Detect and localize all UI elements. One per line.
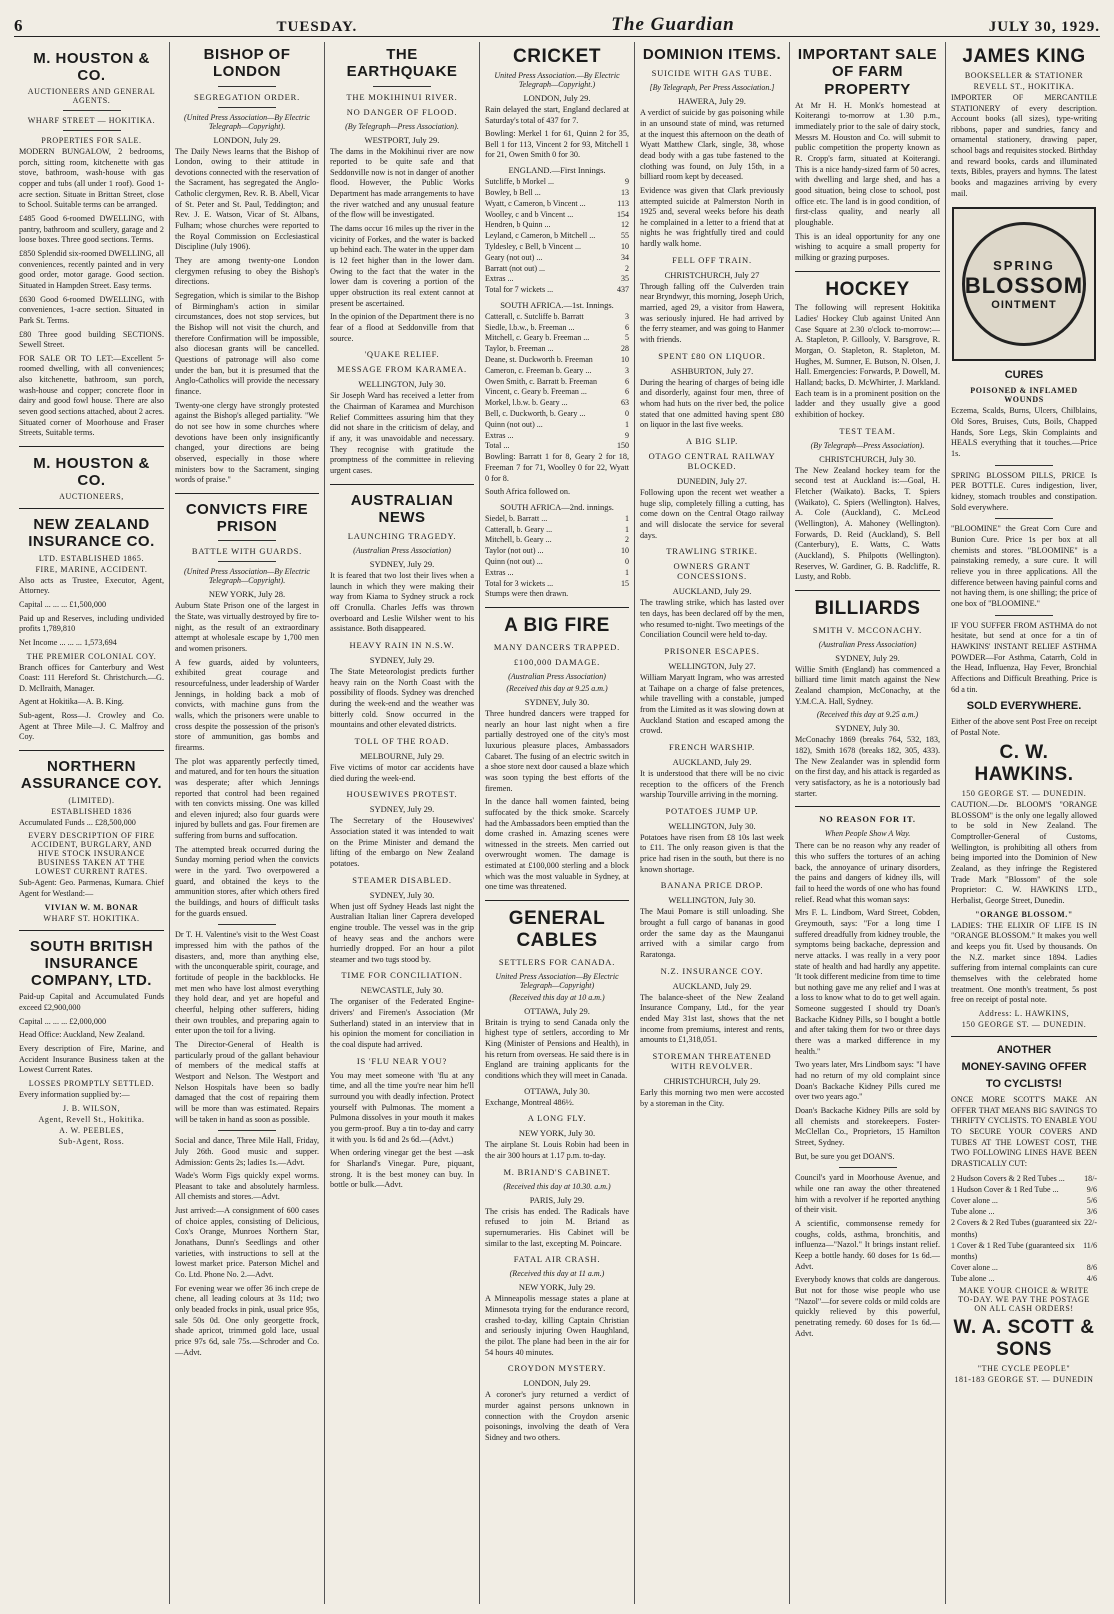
houston-title: M. HOUSTON & CO. xyxy=(33,50,150,84)
james-king-title: JAMES KING xyxy=(962,46,1086,67)
batsman-row: Bowley, b Bell ... 13 xyxy=(485,187,629,197)
northern-desc: EVERY DESCRIPTION OF FIRE ACCIDENT, BURGLARY, AND HIVE STOCK INSURANCE BUSINESS TAKEN AT THE LOWEST CURRENT RATES. xyxy=(28,831,155,877)
article-paragraph: Auburn State Prison one of the largest in the State, was virtually destroyed by fire to-night, as the result of an extraordinary attempt at wholesale escape by 1,700 men and women prisoners. xyxy=(175,601,319,653)
batsman-row: Bell, c. Duckworth, b. Geary ... 0 xyxy=(485,409,629,419)
advert-paragraph: You may meet someone with 'flu at any time, and all the time you're near him he'll surround you with deadly infection. Protect yourself with Pulmonas. The moment a Pulmona dissolves in your mouth it makes you germ-proof. Buy a tin to-day and carry it with you. Is 6d and 2s 6d.—(Advt.) xyxy=(330,1070,474,1144)
dateline: LONDON, July 29. xyxy=(213,134,281,145)
nz-trustee: Also acts as Trustee, Executor, Agent, Attorney. xyxy=(19,575,164,596)
subhead: BANANA PRICE DROP. xyxy=(660,880,764,891)
article-paragraph: The crisis has ended. The Radicals have refused to join M. Briand as supernumeraries. His Cabinet will be similar to the last, excepting M. Poincare. xyxy=(485,1206,629,1248)
nz-capital: Capital ... ... ... £1,500,000 xyxy=(19,599,107,609)
offer-row: Cover alone ... 8/6 xyxy=(951,1263,1097,1273)
sb-wilson: J. B. WILSON, xyxy=(62,1103,121,1113)
subhead: OTAGO CENTRAL RAILWAY BLOCKED. xyxy=(648,451,776,471)
batsman-row: Leyland, c Cameron, b Mitchell ... 55 xyxy=(485,231,629,241)
received-line: (Received this day at 10.30. a.m.) xyxy=(503,1181,611,1191)
batsman-row: Siedle, l.b.w., b. Freeman ... 6 xyxy=(485,322,629,332)
column-5 xyxy=(635,42,790,1604)
scorecard-total: Total for 7 wickets ... 437 xyxy=(485,285,629,295)
northern-title: NORTHERN ASSURANCE COY. xyxy=(20,758,163,793)
dateline: NEW YORK, July 30. xyxy=(518,1128,596,1139)
subhead: IS 'FLU NEAR YOU? xyxy=(356,1055,448,1066)
orange-blossom-address-2: 150 GEORGE ST. — DUNEDIN. xyxy=(961,1019,1087,1029)
article-paragraph: When just off Sydney Heads last night the Australian Italian liner Caprera developed engine trouble. The vessel was in the grip of heavy seas and the anchors were hurriedly dropped. For an hour a pilot steamer and two tugs stood by. xyxy=(330,901,474,964)
subhead: TOLL OF THE ROAD. xyxy=(354,735,450,746)
article-paragraph: A few guards, aided by volunteers, exhibited great courage and resourcefulness, under leadership of Warder Jennings, in holding back a mob of convicts, with machine guns from the walls, which the prisoners were unable to cross despite the possession of the prison's store of ammunition, gas bombs and firearms. xyxy=(175,657,320,752)
article-paragraph: This is an ideal opportunity for any one wishing to acquire a small property for milking or grazing purposes. xyxy=(795,231,940,262)
article-paragraph: Following upon the recent wet weather a huge slip, completely filling a cutting, has come down on the Central Otago railway and will dislocate the service for several days. xyxy=(640,488,784,540)
article-paragraph: During the hearing of charges of being idle and disorderly, against four men, three of whom had huts on the river bed, the police stated that one admitted having spent £80 on liquor in the last five weeks. xyxy=(640,377,784,430)
batsman-row: Siedel, b. Barratt ... 1 xyxy=(485,513,629,523)
advert-paragraph: But, be sure you get DOAN'S. xyxy=(795,1151,895,1161)
dateline: WESTPORT, July 29. xyxy=(364,134,440,145)
advert-paragraph: "BLOOMINE" the Great Corn Cure and Bunion Cure. Price 1s per box at all chemists and stores. "BLOOMINE" is a painstaking remedy, a sure cure. It will relieve you in three applications. All the difference between having painful corns and not having them, is one shilling; the price of one box of "BLOOMINE." xyxy=(951,524,1097,608)
article-paragraph: The Maui Pomare is still unloading. She brought a full cargo of bananas in good order the same day as the Maunganui arrived with a similar cargo from Raratonga. xyxy=(640,907,784,960)
article-paragraph: The plot was apparently perfectly timed, and matured, and for ten hours the situation was desperate; after which Jennings reported that control had been regained with ten convicts missing. One was killed and eleven injured; also four guards were injured by bullets and gas. Four firemen are suffering from burns and suffocation. xyxy=(175,756,319,841)
dateline: AUCKLAND, July 29. xyxy=(672,756,752,767)
advert-paragraph: SPRING BLOSSOM PILLS, PRICE Is PER BOTTLE. Cures indigestion, liver, kidney, stomach troubles and constipation. Sold everywhere. xyxy=(951,470,1097,512)
subhead: SETTLERS FOR CANADA. xyxy=(498,956,616,967)
article-paragraph: William Maryatt Ingram, who was arrested at Taihape on a charge of false pretences, while travelling with a constable, jumped from the Limited as it was slowing down at Auckland Station and escaped among the crowd. xyxy=(640,672,784,736)
received-line: (Received this day at 11 a.m.) xyxy=(509,1269,605,1279)
northern-funds: Accumulated Funds ... £28,500,000 xyxy=(19,817,136,827)
advert-paragraph: Wade's Worm Figs quickly expel worms. Pleasant to take and absolutely harmless. All chemists and stores.—Advt. xyxy=(175,1171,319,1202)
headline: AUSTRALIAN NEWS xyxy=(350,491,454,526)
advert-paragraph: Social and dance, Three Mile Hall, Friday, July 26th. Good music and supper. Admission: Gents 2s; ladies 1s.—Advt. xyxy=(175,1136,319,1167)
batsman-row: Quinn (not out) ... 1 xyxy=(485,419,629,429)
subhead: STOREMAN THREATENED WITH REVOLVER. xyxy=(652,1051,772,1071)
offer-row: 1 Hudson Cover & 1 Red Tube ... 9/6 xyxy=(951,1184,1097,1194)
article-paragraph: The airplane St. Louis Robin had been in the air 300 hours at 1.17 p.m. to-day. xyxy=(485,1140,629,1161)
nz-subagent: Sub-agent, Ross—J. Crowley and Co. Agent at Three Mile—J. C. Malfroy and Coy. xyxy=(19,711,164,742)
headline: HOCKEY xyxy=(825,278,910,300)
badge-bottom: OINTMENT xyxy=(991,298,1057,311)
advert-paragraph: ONCE MORE SCOTT'S MAKE AN OFFER THAT MEANS BIG SAVINGS TO THRIFTY CYCLISTS. TO ENABLE YOU TO SECURE YOUR COVERS AND TUBES AT THE LOWEST COST, THE TWO FOLLOWING LINES HAVE BEEN DRASTICALLY CUT: xyxy=(951,1094,1097,1168)
batsman-row: Deane, st. Duckworth b. Freeman 10 xyxy=(485,355,629,365)
subhead: LAUNCHING TRAGEDY. xyxy=(347,531,457,542)
property-listing: FOR SALE OR TO LET:—Excellent 5-roomed dwelling, with all conveniences; also kitchenette, bathroom, sun porch, wash-house and copper; concrete floor in dairy and good fowl house. There are also seven good sections attached, about 2 acres. Situated corner of Moorhouse and Fraser Streets, Suitable terms. xyxy=(19,353,164,438)
article-paragraph: A Minneapolis message states a plane at Minnesota trying for the endurance record, crashed to-day, killing Captain Christian and seriously injuring Owen Haughland, the pilot. The plane had been in the air for 54 hours 40 minutes. xyxy=(485,1294,629,1357)
batsman-row: Extras ... 1 xyxy=(485,567,629,577)
sb-losses: LOSSES PROMPTLY SETTLED. xyxy=(28,1078,155,1088)
subhead: SPENT £80 ON LIQUOR. xyxy=(658,350,766,361)
credit-line: (United Press Association—By Electric Telegraph—Copyright). xyxy=(184,567,310,586)
batsman-row: Extras ... 9 xyxy=(485,430,629,440)
subhead: MANY DANCERS TRAPPED. xyxy=(493,641,621,652)
spring-blossom-ointment-logo xyxy=(952,207,1096,361)
article-paragraph: Bowling: Merkel 1 for 61, Quinn 2 for 35, Bell 1 for 113, Vincent 2 for 93, Mitchell 1 for 21, Owen Smith 0 for 30. xyxy=(485,129,629,160)
scorecard-england xyxy=(485,177,629,285)
advert-paragraph: Mrs F. L. Lindbom, Ward Street, Cobden, Greymouth, says: "For a long time I suffered dreadfully from kidney trouble, the symptoms being backache, depression and nerve attacks. I was really in a very poor state of health and had hardly any appetite. 'It took different medicine from time to time but nothing gave me any relief and I was at a loss to know what to do to get well again. Someone suggested I should try Doan's Backache Kidney Pills, so I bought a bottle and after taking them for two or three days there was a marked difference in my health." xyxy=(795,908,940,1056)
dateline: SYDNEY, July 30. xyxy=(835,723,900,734)
advert-paragraph: Two years later, Mrs Lindbom says: "I have had no return of my old complaint since Doan's Backache Kidney Pills cured me over two years ago." xyxy=(795,1060,940,1102)
dateline: SYDNEY, July 29. xyxy=(369,655,435,665)
received-line: (Received this day at 9.25 a.m.) xyxy=(816,710,919,720)
article-paragraph: The trawling strike, which has lasted over ten days, has been declared off by the men, who resumed to-night. Two meetings of the Conciliation Council were held to-day. xyxy=(640,598,784,640)
masthead xyxy=(14,14,1100,37)
another: ANOTHER xyxy=(996,1043,1052,1056)
batsman-row: Wyatt, c Cameron, b Vincent ... 113 xyxy=(485,198,629,208)
advert-paragraph: Eczema, Scalds, Burns, Ulcers, Chilblains, Old Sores, Bruises, Cuts, Boils, Chapped Hands, Sore Legs, Skin Complaints and HEALS everything that it touches.—Price 1s. xyxy=(951,406,1097,459)
advert-paragraph: CAUTION.—Dr. BLOOM'S "ORANGE BLOSSOM" is the only one legally allowed to be sold in New Zealand. The Comptroller-General of Customs, Wellington, is prohibiting all others from being imported into the Dominion of New Zealand, as they infringe the Registered Trade Mark "Blossom" of the sole Proprietor: C. W. HAWKINS LTD., Herbalist, George Street, Dunedin. xyxy=(951,800,1097,906)
sold-everywhere: SOLD EVERYWHERE. xyxy=(966,700,1082,713)
columns xyxy=(14,42,1102,1604)
subhead: A BIG SLIP. xyxy=(685,436,739,446)
subhead: HOUSEWIVES PROTEST. xyxy=(346,789,458,800)
sb-desc: Every description of Fire, Marine, and Accident Insurance Business taken at the Lowest Current Rates. xyxy=(19,1043,164,1075)
houston-title-2: M. HOUSTON & CO. xyxy=(33,455,150,490)
bonar-name: VIVIAN W. M. BONAR xyxy=(44,902,139,912)
article-paragraph: Rain delayed the start, England declared at Saturday's total of 437 for 7. xyxy=(485,104,629,125)
page-number: 6 xyxy=(14,16,23,35)
subhead: TRAWLING STRIKE. xyxy=(666,546,758,557)
bonar-address: WHARF ST. HOKITIKA. xyxy=(43,913,140,923)
dateline: HAWERA, July 29. xyxy=(678,96,746,107)
subhead: SUICIDE WITH GAS TUBE. xyxy=(651,68,773,79)
dateline: SYDNEY, July 29. xyxy=(369,804,435,815)
subhead: FRENCH WARSHIP. xyxy=(668,741,755,752)
property-listing: £485 Good 6-roomed DWELLING, with pantry, bathroom and scullery, garage and 2 loose boxes. Three good sections. Terms. xyxy=(19,213,164,245)
badge-mid: BLOSSOM xyxy=(964,272,1084,298)
dateline: ASHBURTON, July 27. xyxy=(670,365,754,376)
credit-line: (Australian Press Association) xyxy=(508,671,606,681)
subhead: MESSAGE FROM KARAMEA. xyxy=(337,364,467,375)
advert-paragraph: There can be no reason why any reader of this who suffers the tortures of an aching back, the annoyance of urinary disorders, the pains and dangers of kidney ills, will fail to heed the words of one who has found relief. Read what this woman says: xyxy=(795,841,940,904)
article-paragraph: Bowling: Barratt 1 for 8, Geary 2 for 18, Freeman 7 for 71, Woolley 0 for 22, Wyatt 0 for 8. xyxy=(485,452,629,483)
subhead: M. BRIAND'S CABINET. xyxy=(503,1166,611,1177)
dateline: SYDNEY, July 30. xyxy=(369,889,435,900)
nz-reserves: Paid up and Reserves, including undivided profits 1,789,810 xyxy=(19,613,164,634)
offer-row: Tube alone ... 3/6 xyxy=(951,1207,1097,1217)
batsman-row: Quinn (not out) ... 0 xyxy=(485,557,629,567)
column-6 xyxy=(790,42,946,1604)
batsman-row: Barratt (not out) ... 2 xyxy=(485,263,629,273)
scorecard-south-africa xyxy=(485,312,629,442)
masthead-date: JULY 30, 1929. xyxy=(988,19,1100,35)
orange-blossom-address: Address: L. HAWKINS, xyxy=(978,1008,1070,1018)
subhead: FATAL AIR CRASH. xyxy=(513,1254,601,1265)
advert-paragraph: When ordering vinegar get the best —ask for Sharland's Vinegar. Pure, piquant, strong. It is the best money can buy. In bottle or bulk.—Advt. xyxy=(330,1148,474,1190)
batsman-row: Tyldesley, c Bell, b Vincent ... 10 xyxy=(485,241,629,251)
headline: BILLIARDS xyxy=(814,597,921,619)
article-paragraph: Five victims of motor car accidents have died during the week-end. xyxy=(330,762,474,783)
article-paragraph: In the dance hall women fainted, being suffocated by the thick smoke. Scarcely had the Ambassadors been emptied than the dome crashed in. Amazing scenes were witnessed in the streets. Men carried out overwrought women. The damage is estimated at £100,000 sterling and a block which was the most valuable in Sydney, at one time was threatened. xyxy=(485,797,629,892)
received-line: (Received this day at 9.25 a.m.) xyxy=(506,683,608,693)
column-1 xyxy=(14,42,170,1604)
batsman-row: Cameron, c. Freeman b. Geary ... 3 xyxy=(485,365,629,375)
cures-sub: POISONED & INFLAMED WOUNDS xyxy=(970,386,1078,405)
article-paragraph: Willie Smith (England) has commenced a billiard time limit match against the New Zealand champion, McConachy, at the Y.M.C.A. Hall, Sydney. xyxy=(795,664,940,706)
dateline: AUCKLAND, July 29. xyxy=(672,980,752,991)
article-paragraph: Council's yard in Moorhouse Avenue, and while one ran away the other threatened him with a revolver if he reported anything of their visit. xyxy=(795,1173,940,1215)
article-paragraph: In the opinion of the Department there is no fear of a flood at Seddonville from that source. xyxy=(330,312,474,343)
advert-paragraph: LADIES: THE ELIXIR OF LIFE IS IN "ORANGE BLOSSOM." It makes you well and keeps you fit. Used by thousands. On the N.Z. market since 1894. Ladies suffering from internal complaints can cure themselves with the celebrated home treatment. One month's treatment, 5s post free on receipt of postal note. xyxy=(951,920,1097,1005)
article-paragraph: It is understood that there will be no civic reception to the officers of the French warship Tourville arriving in the morning. xyxy=(640,768,784,800)
orange-blossom-title: "ORANGE BLOSSOM." xyxy=(975,909,1073,919)
sb-capital: Paid-up Capital and Accumulated Funds exceed £2,900,000 xyxy=(19,992,164,1012)
batsman-row: Owen Smith, c. Barratt b. Freeman 6 xyxy=(485,376,629,386)
scott-sub: "THE CYCLE PEOPLE" xyxy=(977,1364,1071,1374)
property-listing: £630 Good 6-roomed DWELLING, with conveniences, 1-acre section. Situated in Park St. Terms. xyxy=(19,294,164,325)
offers-list xyxy=(951,1173,1097,1285)
batsman-row: Catterall, b. Geary ... 1 xyxy=(485,524,629,534)
batsman-row: Morkel, l.b.w. b. Geary ... 63 xyxy=(485,398,629,408)
article-paragraph: Three hundred dancers were trapped for nearly an hour last night when a fire partially destroyed one of the city's most luxurious pleasure places, Ambassadors Cabaret. The fusing of an electric switch in a shoe store next door caused a blaze which was soon typing the best efforts of the firemen. xyxy=(485,708,629,793)
houston-sub: AUCTIONEERS AND GENERAL AGENTS. xyxy=(27,87,156,105)
dateline: PARIS, July 29. xyxy=(529,1194,585,1205)
subhead: BATTLE WITH GUARDS. xyxy=(191,546,303,557)
dateline: NEW YORK, July 29. xyxy=(518,1282,596,1293)
offer-row: 1 Cover & 1 Red Tube (guaranteed six months) 11/6 xyxy=(951,1240,1097,1261)
advert-paragraph: Just arrived:—A consignment of 600 cases of choice apples, consisting of Delicious, Cox's Orange, Munroes Northern Star, Jonathans, Dunn's Seedlings and other varieties, with instructions to sell at the lowest market price. Paterson Michel and Co. Ltd. Phone No. 2.—Advt. xyxy=(175,1206,319,1280)
subhead: FELL OFF TRAIN. xyxy=(672,254,752,265)
article-paragraph: A verdict of suicide by gas poisoning while in an unsound state of mind, was returned at the inquest this afternoon on the death of Wyatt Matthew Clark, single, 38, whose dead body with a gas tube fastened to the clothing was found, on July 15th, in a billiard room kept by deceased. xyxy=(640,108,784,182)
scott-address: 181-183 GEORGE ST. — DUNEDIN xyxy=(954,1375,1094,1385)
offer-row: Tube alone ... 4/6 xyxy=(951,1274,1097,1284)
make-your-choice: MAKE YOUR CHOICE & WRITE TO-DAY. WE PAY THE POSTAGE ON ALL CASH ORDERS! xyxy=(958,1286,1090,1314)
subhead: THE MOKIHINUI RIVER. xyxy=(346,91,458,102)
batsman-row: Catterall, c. Sutcliffe b. Barratt 3 xyxy=(485,311,629,321)
advert-paragraph: IF YOU SUFFER FROM ASTHMA do not hesitate, but send at once for a tin of HAWKINS' INSTANT RELIEF ASTHMA POWDER—For Asthma, Catarrh, Cold in the Head, Influenza, Hay Fever, Bronchial Affections and Difficult Breathing. Price is 6d a tin. xyxy=(951,620,1097,694)
batsman-row: Hendren, b Quinn ... 12 xyxy=(485,220,629,230)
dateline: OTTAWA, July 29. xyxy=(524,1005,590,1016)
article-paragraph: Segregation, which is similar to the Bishop of Birmingham's action in similar circumstances, does not stop services, but the Bishop will not visit the church, and therefore Confirmation will be impossible, also diocesan grants will be cancelled. Questions of patronage will also come under the ban, but it is presumed that the Anglo-Catholics will provide the necessary finance. xyxy=(175,291,319,396)
sb-info: Every information supplied by:— xyxy=(19,1089,130,1099)
article-paragraph: The following will represent Hokitika Ladies' Hockey Club against United Ann Case Square at 2.30 o'clock to-morrow:—A. Stapleton, P. Gillooly, V. Barsgrove, R. Morgan, O. Stapleton, R. Stapleton, M. Hughes, M. Sumner, E. Butson, N. Olsen, J. Hall. Emergencies: Forwards, P. Dowell, M. Halland; backs, D. McWhirter, J. Markland. Each team is in a prominent position on the ladder and they usually give a good exhibition of hockey. xyxy=(795,303,940,419)
column-7 xyxy=(946,42,1102,1604)
subhead: CROYDON MYSTERY. xyxy=(507,1363,607,1374)
scorecard-total: Total ... 150 xyxy=(485,441,629,451)
headline: A BIG FIRE xyxy=(504,615,610,637)
article-paragraph: The Secretary of the Housewives' Association stated it was intended to wait on the Prime Minister and demand the lifting of the embargo on New Zealand potatoes. xyxy=(330,816,474,868)
column-3 xyxy=(325,42,480,1604)
hawkins-title: C. W. HAWKINS. xyxy=(974,742,1074,786)
sb-wilson-addr: Agent, Revell St., Hokitika. xyxy=(38,1114,145,1124)
column-4 xyxy=(480,42,635,1604)
northern-est: ESTABLISHED 1836 xyxy=(51,806,132,816)
dateline: AUCKLAND, July 29. xyxy=(672,586,752,597)
dateline: CHRISTCHURCH, July 29. xyxy=(663,1076,761,1086)
headline: CONVICTS FIRE PRISON xyxy=(185,500,309,536)
credit-line: (By Telegraph—Press Association). xyxy=(345,121,459,131)
credit-line: United Press Association.—By Electric Telegraph—Copyright.) xyxy=(494,70,620,89)
money-saving-offer: MONEY-SAVING OFFER xyxy=(961,1060,1087,1073)
dateline: MELBOURNE, July 29. xyxy=(359,750,445,761)
james-king-address: REVELL ST., HOKITIKA. xyxy=(973,81,1075,91)
subhead: 'QUAKE RELIEF. xyxy=(364,349,440,360)
article-paragraph: Stumps were then drawn. xyxy=(485,589,569,599)
headline: GENERAL CABLES xyxy=(508,908,606,951)
headline: IMPORTANT SALE OF FARM PROPERTY xyxy=(797,46,938,98)
dateline: OTTAWA, July 30. xyxy=(524,1085,590,1096)
dateline: WELLINGTON, July 30. xyxy=(668,895,756,906)
newspaper-title: The Guardian xyxy=(611,14,735,35)
article-paragraph: The dams in the Mokihinui river are now reported to be quite safe and that Seddonville now is not in danger of another flood. However, the Public Works Department has made arrangements to have the river watched and any unusual feature of the flow will be investigated. xyxy=(330,146,474,220)
sb-capital-2: Capital ... ... ... £2,000,000 xyxy=(19,1016,107,1026)
dateline: WELLINGTON, July 30. xyxy=(358,379,446,390)
article-paragraph: The Daily News learns that the Bishop of London, owing to their attitude in devotions connected with the reservation of the Sacrament, has segregated the Anglo-Catholic clergymen, Rev. R. B. Abell, Vicar of St. Peter and St. Paul, Teddington; and Rev. J. E. Watson, Vicar of St. Albans, Fulham; whose churches were reported to the Royal Commission on Ecclesiastical Discipline (July 1906). xyxy=(175,146,319,252)
offer-row: Cover alone ... 5/6 xyxy=(951,1195,1097,1205)
masthead-day: TUESDAY. xyxy=(276,19,358,35)
scorecard-total: Total for 3 wickets ... 15 xyxy=(485,578,629,588)
sb-office: Head Office: Auckland, New Zealand. xyxy=(19,1030,145,1040)
article-paragraph: Potatoes have risen from £8 10s last week to £11. The only reason given is that the price had risen in the south, but there is no known shortage. xyxy=(640,832,784,874)
subhead: NO REASON FOR IT. xyxy=(819,814,916,825)
subhead: TIME FOR CONCILIATION. xyxy=(341,970,463,981)
scott-title: W. A. SCOTT & SONS xyxy=(953,1317,1095,1361)
to-cyclists: TO CYCLISTS! xyxy=(985,1077,1063,1090)
credit-line: (By Telegraph—Press Association). xyxy=(810,440,925,450)
cures-title: CURES xyxy=(1004,369,1044,382)
article-paragraph: Early this morning two men were accosted by a storeman in the City. xyxy=(640,1088,784,1108)
subhead: OWNERS GRANT CONCESSIONS. xyxy=(673,561,751,582)
batsman-row: Mitchell, c. Geary b. Freeman ... 5 xyxy=(485,333,629,343)
credit-line: (United Press Association—By Electric Telegraph—Copyright). xyxy=(184,112,310,131)
subhead: HEAVY RAIN IN N.S.W. xyxy=(349,640,455,650)
dateline: DUNEDIN, July 27. xyxy=(677,476,747,486)
article-paragraph: Twenty-one clergy have strongly protested against the Bishop's alleged partiality. "We do not see how in some churches where devotions have been only insignificantly changed, your directions are being observed, especially in those where ministers bow to the Sacrament, singing words of praise." xyxy=(175,400,319,485)
advert-paragraph: Either of the above sent Post Free on receipt of Postal Note. xyxy=(951,717,1097,737)
batsman-row: Woolley, c and b Vincent ... 154 xyxy=(485,209,629,219)
article-paragraph: At Mr H. H. Monk's homestead at Koiterangi to-morrow at 1.30 p.m., immediately prior to the sale of dairy stock, Messrs M. Houston and Co. will submit to public competition the property known as R. Cropp's farm, situated at Koiterangi. This is a nice handy-sized farm of 50 acres, with dwelling and large shed, and has a good situation, being close to school, post office etc. The land is in good condition, of first-class quality, and nearly all ploughable. xyxy=(795,100,940,227)
article-paragraph: McConachy 1869 (breaks 764, 532, 183, 182), Smith 1678 (breaks 182, 305, 433). The New Zealander was in splendid form on the first day, and his attack is regarded as very satisfactory, as he is a notoriously bad starter. xyxy=(795,735,940,798)
subhead: SMITH V. MCCONACHY. xyxy=(812,624,923,635)
advert-paragraph: Everybody knows that colds are dangerous. But not for those wise people who use "Nazol"—for severe colds or mild colds are quickly relieved by this powerful, penetrating remedy. 60 doses for 1s 6d.—Advt. xyxy=(795,1275,940,1338)
ointment-tin-icon xyxy=(962,222,1086,346)
offer-row: 2 Hudson Covers & 2 Red Tubes ... 18/- xyxy=(951,1173,1097,1183)
subhead: PRISONER ESCAPES. xyxy=(664,645,760,656)
dateline: NEWCASTLE, July 30. xyxy=(360,985,444,996)
sb-peebles: A. W. PEEBLES, xyxy=(59,1125,124,1135)
batsman-row: Mitchell, b. Geary ... 2 xyxy=(485,535,629,545)
subhead: £100,000 DAMAGE. xyxy=(513,656,601,667)
article-paragraph: The New Zealand hockey team for the second test at Auckland is:—Goal, H. Fletcher (Waikato). Backs, T. Spiers (Waikato), C. Spiers (Wellington). Halves, A. Cole (Auckland), C. McLeod (Wellington), A. Mahoney (Wellington). Forwards, D. Reid (Auckland), S. Bell (Canterbury), E. Watts, C. Watts (Auckland), S. Philpotts (Wellington). Reserves, W. Gardiner, G. B. Radcliffe, R. Lusty, and Robb. xyxy=(795,465,940,582)
article-paragraph: South Africa followed on. xyxy=(485,487,571,497)
credit-line: (Australian Press Association) xyxy=(818,639,917,649)
article-paragraph: Evidence was given that Clark previously attempted suicide at Palmerston North in 1925 and, several weeks before his death he complained in a letter to a friend that at nights he was frightfully tired and could hardly walk home. xyxy=(640,185,784,249)
property-listing: £80 Three good building SECTIONS. Sewell Street. xyxy=(19,329,164,350)
article-paragraph: Exchange, Montreal 486½. xyxy=(485,1097,574,1107)
property-listing: MODERN BUNGALOW, 2 bedrooms, porch, sitting room, kitchenette with gas stove, bathroom, wash-house with gas copper and tubs (all under 1 roof). Good 1-acre section. Situate in Brittan Street, close to School. Suitable terms can be arranged. xyxy=(19,147,164,210)
batsman-row: Taylor (not out) ... 10 xyxy=(485,546,629,556)
sb-peebles-addr: Sub-Agent, Ross. xyxy=(58,1136,125,1146)
nz-branch: Branch offices for Canterbury and West Coast: 111 Hereford St. Christchurch.—G. D. McIlraith, Manager. xyxy=(19,662,164,693)
credit-line: (Australian Press Association) xyxy=(353,546,451,556)
headline: DOMINION ITEMS. xyxy=(642,46,782,63)
scorecard-title: SOUTH AFRICA.—1st. Innings. xyxy=(500,299,614,310)
james-king-sub: BOOKSELLER & STATIONER xyxy=(964,70,1084,80)
credit-line: [By Telegraph, Per Press Association.] xyxy=(649,83,775,93)
nz-insurance-est: LTD. ESTABLISHED 1865. xyxy=(38,553,145,563)
advert-paragraph: For evening wear we offer 36 inch crepe de chene, all leading colours at 3s 11d; two only beaded frocks in pink, usual price 95s, sale 50s 0d. One only georgette frock, shade apricot, trimmed gold lace, usual price 97s 6d, sale 75s.—Schroder and Co.—Advt. xyxy=(175,1283,319,1357)
northern-agent: Sub-Agent: Geo. Parmenas, Kumara. Chief Agent for Westland:— xyxy=(19,878,164,898)
dateline: CHRISTCHURCH, July 30. xyxy=(819,453,916,464)
dateline: SYDNEY, July 29. xyxy=(369,559,435,570)
nz-insurance-lines: FIRE, MARINE, ACCIDENT. xyxy=(35,564,148,574)
dateline: LONDON, July 29. xyxy=(523,1378,591,1389)
subhead: SEGREGATION ORDER. xyxy=(193,91,300,102)
scorecard-south-africa-2 xyxy=(485,514,629,579)
houston-sub-2: AUCTIONEERS, xyxy=(59,492,124,502)
article-paragraph: The attempted break occurred during the Sunday morning period when the convicts were in the yard. Two overpowered a guard, and obtained the keys to the ammunition stores, after which others fired the buildings, and hours of difficult tasks for the guards ensued. xyxy=(175,844,319,918)
subhead: POTATOES JUMP UP. xyxy=(665,805,759,816)
article-paragraph: The Director-General of Health is particularly proud of the gallant behaviour of members of the medical staffs at Westport and Nelson. The Westport and Nelson Hospitals have been so badly damaged that the cost of repairing them will be more than was estimated. Repairs will be taken in hand as soon as possible. xyxy=(175,1039,319,1124)
nz-insurance-title: NEW ZEALAND INSURANCE CO. xyxy=(28,516,155,551)
batsman-row: Geary (not out) ... 34 xyxy=(485,252,629,262)
offer-row: 2 Covers & 2 Red Tubes (guaranteed six months) 22/- xyxy=(951,1218,1097,1239)
advert-paragraph: A scientific, commonsense remedy for coughs, colds, asthma, bronchitis, and influenza—"Nazol." It brings instant relief. Keep a bottle handy. 60 doses for 1s 6d.—Advt. xyxy=(795,1218,940,1271)
dateline: WELLINGTON, July 30. xyxy=(668,820,756,831)
article-paragraph: A coroner's jury returned a verdict of murder against persons unknown in connection with the Croydon arsenic poisonings, involving the death of Vera Sidney and two others. xyxy=(485,1390,629,1442)
dateline: WELLINGTON, July 27. xyxy=(668,660,756,671)
houston-address: WHARF STREET — HOKITIKA. xyxy=(27,116,156,125)
advert-paragraph: IMPORTER OF MERCANTILE STATIONERY of every description. Account books (all sizes), type-writing ribbons, paper and sundries, fancy and ornamental stationery, drawing paper, school bags and requisites stocked. Birthday and reward books, cards and illuminated texts, Bibles, prayers and hymns. The latest books and magazines arriving by every mail. xyxy=(951,92,1097,198)
article-paragraph: Dr T. H. Valentine's visit to the West Coast impressed him with the pathos of the disasters, and, more than anything else, with the unconquerable spirit, courage, and fortitude of people in the backblocks. He met men who have lost almost everything they hold dear, and yet are hopeful and cheerful, helping other sufferers, hiding their own troubles, and preparing again to enter upon the toil for a living. xyxy=(175,930,319,1036)
batsman-row: Taylor, b. Freeman ... 28 xyxy=(485,344,629,354)
article-paragraph: The balance-sheet of the New Zealand Insurance Company, Ltd., for the year ended May 31st last, shows that the net income from premiums, interest and rents, amounts to £1,318,051. xyxy=(640,992,784,1045)
headline: CRICKET xyxy=(513,46,601,67)
nz-income: Net Income ... ... ... 1,573,694 xyxy=(19,637,117,647)
dateline: CHRISTCHURCH, July 27 xyxy=(664,269,760,280)
subhead: A LONG FLY. xyxy=(527,1113,587,1124)
subhead-2: When People Show A Way. xyxy=(824,829,911,839)
article-paragraph: Through falling off the Culverden train near Bryndwyr, this morning, Joseph Urich, married, aged 29, a visitor from Hawera, was seriously injured. He had arrived by the ferry steamer, and was going to Hanmer with friends. xyxy=(640,281,784,345)
received-line: (Received this day at 10 a.m.) xyxy=(509,992,605,1002)
hawkins-address: 150 GEORGE ST. — DUNEDIN. xyxy=(961,789,1087,799)
headline: BISHOP OF LONDON xyxy=(203,46,291,81)
article-paragraph: Sir Joseph Ward has received a letter from the Chairman of Karamea and Murchison Relief Committees assuring him that they did not share in the criticism of delay, and if any, it was unavoidable and necessary. They recognise with gratitude the promptness of the committee in relieving urgent cases. xyxy=(330,391,474,475)
dateline: SYDNEY, July 29. xyxy=(835,652,900,663)
subhead: TEST TEAM. xyxy=(839,425,896,436)
premier-colonial: THE PREMIER COLONIAL COY. xyxy=(26,651,157,661)
subhead: NO DANGER OF FLOOD. xyxy=(346,106,458,117)
credit-line: United Press Association—By Electric Telegraph—Copyright) xyxy=(495,971,619,990)
dateline: NEW YORK, July 28. xyxy=(208,589,286,600)
article-paragraph: They are among twenty-one London clergymen refusing to obey the Bishop's directions. xyxy=(175,256,319,287)
batsman-row: Vincent, c. Geary b. Freeman ... 6 xyxy=(485,387,629,397)
scorecard-title: SOUTH AFRICA—2nd. innings. xyxy=(500,501,614,512)
article-paragraph: The organiser of the Federated Engine-drivers' and Firemen's Association (Mr Sutherland) stated in an interview that in his opinion the moment for conciliation in the coal dispute had arrived. xyxy=(330,997,474,1050)
badge-top: SPRING xyxy=(993,257,1055,273)
properties-heading: PROPERTIES FOR SALE. xyxy=(41,136,142,145)
subhead: N.Z. INSURANCE COY. xyxy=(660,965,764,976)
article-paragraph: The State Meteorologist predicts further heavy rain on the North Coast with the possibility of floods. Sydney was drenched during the week-end and the weather was bitterly cold. Snow occurred in the mountains and other elevated districts. xyxy=(330,667,474,730)
property-listing: £850 Splendid six-roomed DWELLING, all conveniences, recently painted and in very good order, motor garage. Good section. Situated in Hampden Street. Easy terms. xyxy=(19,248,164,290)
article-paragraph: It is feared that two lost their lives when a launch in which they were making their way from Kiama to Sydney struck a rock off Cronulla. Charles Jeffs was thrown overboard and Leslie Wilsher went to his assistance. Both disappeared. xyxy=(330,571,474,634)
subhead: STEAMER DISABLED. xyxy=(352,874,452,885)
column-2 xyxy=(170,42,325,1604)
headline: THE EARTHQUAKE xyxy=(346,46,458,81)
article-paragraph: The dams occur 16 miles up the river in the vicinity of Forkes, and the water is backed up behind each. The water in the upper dam is 12 feet higher than in the lower dam. Owing to the fact that the water in the lower dam is covering a portion of the upper obstruction its real extent cannot at present be ascertained. xyxy=(330,224,474,308)
batsman-row: Sutcliffe, b Morkel ... 9 xyxy=(485,177,629,187)
northern-ltd: (LIMITED). xyxy=(68,795,115,805)
article-paragraph: Britain is trying to send Canada only the highest type of settlers, according to Mr King (Minister of Pensions and Health), in his return from overseas. He said there is in England are training applicants for the conditions which they will meet in Canada. xyxy=(485,1017,629,1081)
advert-paragraph: Doan's Backache Kidney Pills are sold by all chemists and storekeepers. Foster-McClellan Co., Proprietors, 15 Hamilton Street, Sydney. xyxy=(795,1106,940,1147)
scorecard-title: ENGLAND.—First Innings. xyxy=(508,165,606,176)
dateline: SYDNEY, July 30. xyxy=(524,696,590,707)
dateline: LONDON, July 29. xyxy=(523,92,591,103)
batsman-row: Extras ... 35 xyxy=(485,274,629,284)
nz-agent: Agent at Hokitika—A. B. King. xyxy=(19,697,124,707)
south-british-title: SOUTH BRITISH INSURANCE COMPANY, LTD. xyxy=(29,937,154,990)
